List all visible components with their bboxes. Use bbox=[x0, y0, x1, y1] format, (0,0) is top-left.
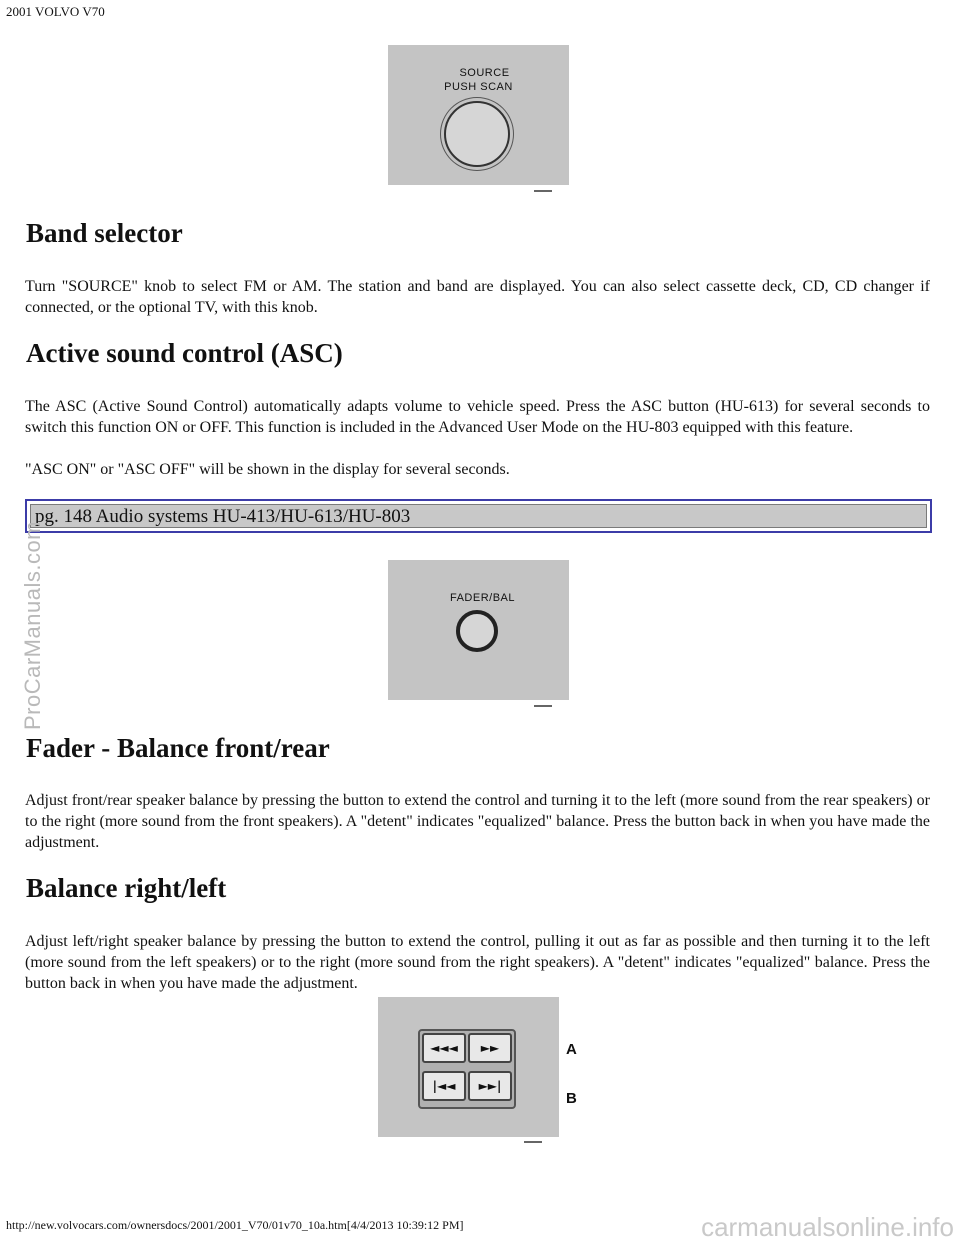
figure-marker bbox=[534, 190, 552, 192]
source-knob-figure bbox=[388, 45, 569, 185]
balance-text: Adjust left/right speaker balance by pressing the button to extend the control, pulling it out as far as possible and then turning it to the left (more sound from the left speakers) or to the right (more sound from the right speakers). A "detent" indicates "equalized" balance. Press the button back in when you have made the adjustment. bbox=[25, 933, 930, 992]
fader-bal-label: FADER/BAL bbox=[449, 592, 516, 604]
balance-heading: Balance right/left bbox=[26, 873, 227, 903]
fader-knob-figure bbox=[388, 560, 569, 700]
band-selector-heading: Band selector bbox=[26, 218, 183, 248]
skip-forward-button-icon: ►►| bbox=[468, 1071, 512, 1101]
watermark-bottom-right: carmanualsonline.info bbox=[701, 1212, 954, 1242]
label-b: B bbox=[566, 1090, 577, 1107]
asc-display-text: "ASC ON" or "ASC OFF" will be shown in the display for several seconds. bbox=[25, 461, 510, 478]
fader-text: Adjust front/rear speaker balance by pressing the button to extend the control and turning it to the left (more sound from the rear speakers) or to the right (more sound from the front speakers). A "detent" indicates "equalized" balance. Press the button back in when you have made the adjustment. bbox=[25, 792, 930, 851]
asc-heading: Active sound control (ASC) bbox=[26, 338, 343, 368]
source-label: SOURCE bbox=[459, 67, 510, 79]
seek-buttons-figure bbox=[378, 997, 559, 1137]
figure-marker bbox=[524, 1141, 542, 1143]
forward-button-icon: ►► bbox=[468, 1033, 512, 1063]
page-bar bbox=[25, 499, 932, 533]
figure-marker bbox=[534, 705, 552, 707]
page-bar-text: pg. 148 Audio systems HU-413/HU-613/HU-803 bbox=[30, 504, 927, 528]
fader-knob-icon bbox=[456, 610, 498, 652]
asc-text: The ASC (Active Sound Control) automatically adapts volume to vehicle speed. Press the ASC button (HU-613) for several seconds to switch this function ON or OFF. This function is included in the Advanced User Mode on the HU-803 equipped with this feature. bbox=[25, 398, 930, 436]
footer-url: http://new.volvocars.com/ownersdocs/2001/2001_V70/01v70_10a.htm[4/4/2013 10:39:12 PM] bbox=[6, 1218, 464, 1232]
skip-back-button-icon: |◄◄ bbox=[422, 1071, 466, 1101]
document-title: 2001 VOLVO V70 bbox=[6, 4, 105, 19]
fader-heading: Fader - Balance front/rear bbox=[26, 733, 330, 763]
label-a: A bbox=[566, 1041, 577, 1058]
source-knob-icon bbox=[444, 101, 510, 167]
watermark-left: ProCarManuals.com bbox=[20, 520, 45, 730]
rewind-button-icon: ◄◄◄ bbox=[422, 1033, 466, 1063]
push-scan-label: PUSH SCAN bbox=[444, 81, 513, 93]
band-selector-text: Turn "SOURCE" knob to select FM or AM. The station and band are displayed. You can also select cassette deck, CD, CD changer if connected, or the optional TV, with this knob. bbox=[25, 278, 930, 316]
